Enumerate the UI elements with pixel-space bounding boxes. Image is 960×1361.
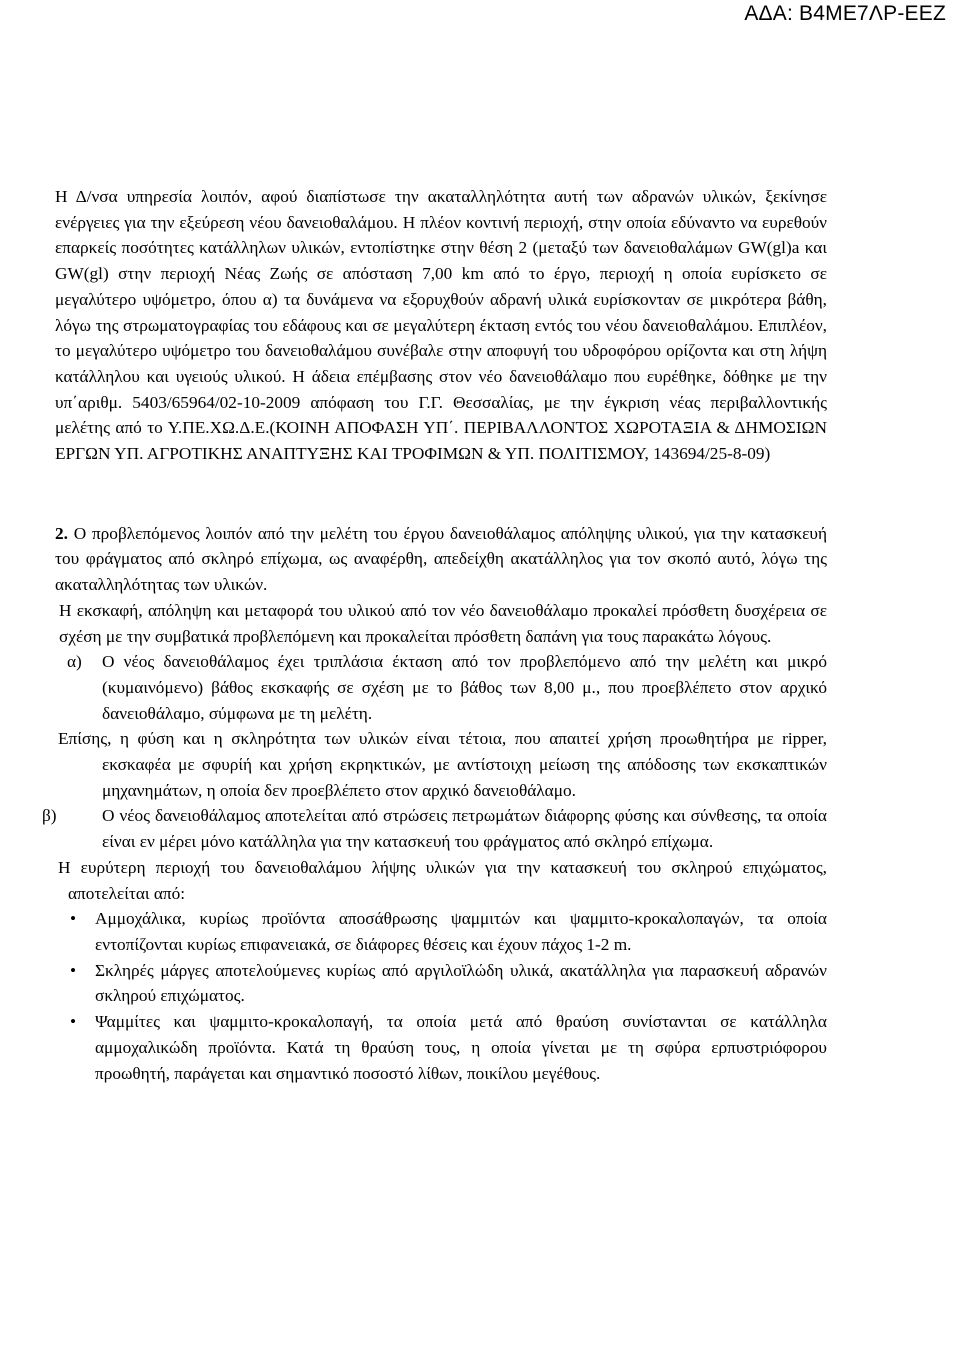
list-item-b <box>42 803 827 854</box>
document-body <box>42 184 827 1086</box>
list-item-a-extra: Επίσης, η φύση και η σκληρότητα των υλικών είναι τέτοια, που απαιτεί χρήση προωθητήρα με ripper, εκσκαφέα με σφυρίή και χρήση εκρηκτικών, με αντίστοιχη μείωση της απόδοσης των εκσκαπτικών μηχανημάτων, η οποία δεν προεβλέπετο στον αρχικό δανειοθάλαμο. <box>58 729 827 800</box>
section-2-paragraph-3: Η ευρύτερη περιοχή του δανειοθαλάμου λήψης υλικών για την κατασκευή του σκληρού επιχώματος, αποτελείται από: <box>58 857 827 903</box>
section-2-paragraph-2: Η εκσκαφή, απόληψη και μεταφορά του υλικού από τον νέο δανειοθάλαμο προκαλεί πρόσθετη δυσχέρεια σε σχέση με την συμβατικά προβλεπόμενη και προκαλείται πρόσθετη δαπάνη για τους παρακάτω λόγους. <box>59 600 827 646</box>
list-item-a <box>55 649 827 726</box>
materials-list <box>55 906 827 1086</box>
bullet-icon: • <box>70 909 77 929</box>
list-marker-a: α) <box>67 652 82 672</box>
list-item <box>70 906 827 957</box>
section-2-intro <box>55 521 827 598</box>
list-item <box>70 1009 827 1086</box>
paragraph-1: Η Δ/νσα υπηρεσία λοιπόν, αφού διαπίστωσε την ακαταλληλότητα αυτή των αδρανών υλικών, ξεκίνησε ενέργειες για την εξεύρεση νέου δανειοθαλάμου. Η πλέον κοντινή περιοχή, στην οποία εδύναντο να ευρεθούν επαρκείς ποσότητες κατάλληλων υλικών, εντοπίστηκε στην θέση 2 (μεταξύ των δανειοθαλάμων GW(gl)a και GW(gl) στην περιοχή Νέας Ζωής σε απόσταση 7,00 km από το έργο, περιοχή η οποία ευρίσκετο σε μεγαλύτερο υψόμετρο, όπου α) τα δυνάμενα να εξορυχθούν αδρανή υλικά ευρίσκονταν σε μικρότερα βάθη, λόγω της στρωματογραφίας του εδάφους και σε μεγαλύτερη έκταση εντός του νέου δανειοθαλάμου. Επιπλέον, το μεγαλύτερο υψόμετρο του δανειοθαλάμου συνέβαλε στην αποφυγή του υδροφόρου ορίζοντα και στη λήψη κατάλληλου και υγειούς υλικού. Η άδεια επέμβασης στον νέο δανειοθάλαμο που ευρέθηκε, δόθηκε με την υπ΄αριθμ. 5403/65964/02-10-2009 απόφαση του Γ.Γ. Θεσσαλίας, με την έγκριση νέας περιβαλλοντικής μελέτης από το Υ.ΠΕ.ΧΩ.Δ.Ε.(ΚΟΙΝΗ ΑΠΟΦΑΣΗ ΥΠ΄. ΠΕΡΙΒΑΛΛΟΝΤΟΣ ΧΩΡΟΤΑΞΙΑ & ΔΗΜΟΣΙΩΝ ΕΡΓΩΝ ΥΠ. ΑΓΡΟΤΙΚΗΣ ΑΝΑΠΤΥΞΗΣ ΚΑΙ ΤΡΟΦΙΜΩΝ & ΥΠ. ΠΟΛΙΤΙΣΜΟΥ, 143694/25-8-09) <box>55 187 827 464</box>
section-2-text: Ο προβλεπόμενος λοιπόν από την μελέτη του έργου δανειοθάλαμος απόληψης υλικού, για την κατασκευή του φράγματος από σκληρό επίχωμα, ως αναφέρθη, απεδείχθη ακατάλληλος για τον σκοπό αυτό, λόγω της ακαταλληλότητας των υλικών. <box>55 523 827 595</box>
list-item <box>70 958 827 1009</box>
list-item-b-text: Ο νέος δανειοθάλαμος αποτελείται από στρώσεις πετρωμάτων διάφορης φύσης και σύνθεσης, τα οποία είναι εν μέρει μόνο κατάλληλα για την κατασκευή του φράγματος από σκληρό επίχωμα. <box>102 806 827 852</box>
bullet-icon: • <box>70 1012 77 1032</box>
section-number: 2. <box>55 523 68 543</box>
list-item-text: Σκληρές μάργες αποτελούμενες κυρίως από αργιλοϊλώδη υλικά, ακατάλληλα για παρασκευή αδρανών σκληρού επιχώματος. <box>95 960 827 1006</box>
ada-code: ΑΔΑ: Β4ΜΕ7ΛΡ-ΕΕΖ <box>744 2 946 25</box>
list-item-text: Ψαμμίτες και ψαμμιτο-κροκαλοπαγή, τα οποία μετά από θραύση συνίστανται σε κατάλληλα αμμοχαλικώδη προϊόντα. Κατά τη θραύση τους, η οποία γίνεται με τη σφύρα ερπυστριόφορου προωθητή, παράγεται και σημαντικό ποσοστό λίθων, ποικίλου μεγέθους. <box>95 1012 827 1083</box>
list-item-text: Αμμοχάλικα, κυρίως προϊόντα αποσάθρωσης ψαμμιτών και ψαμμιτο-κροκαλοπαγών, τα οποία εντοπίζονται κυρίως επιφανειακά, σε διάφορες θέσεις και έχουν πάχος 1-2 m. <box>95 909 827 954</box>
list-marker-b: β) <box>42 806 57 826</box>
bullet-icon: • <box>70 960 77 980</box>
list-item-a-text: Ο νέος δανειοθάλαμος έχει τριπλάσια έκταση από τον προβλεπόμενο από την μελέτη και μικρό (κυμαινόμενο) βάθος εκσκαφής σε σχέση με το βάθος των 8,00 μ., που προεβλέπετο στον αρχικό δανειοθάλαμο, σύμφωνα με τη μελέτη. <box>102 652 827 723</box>
